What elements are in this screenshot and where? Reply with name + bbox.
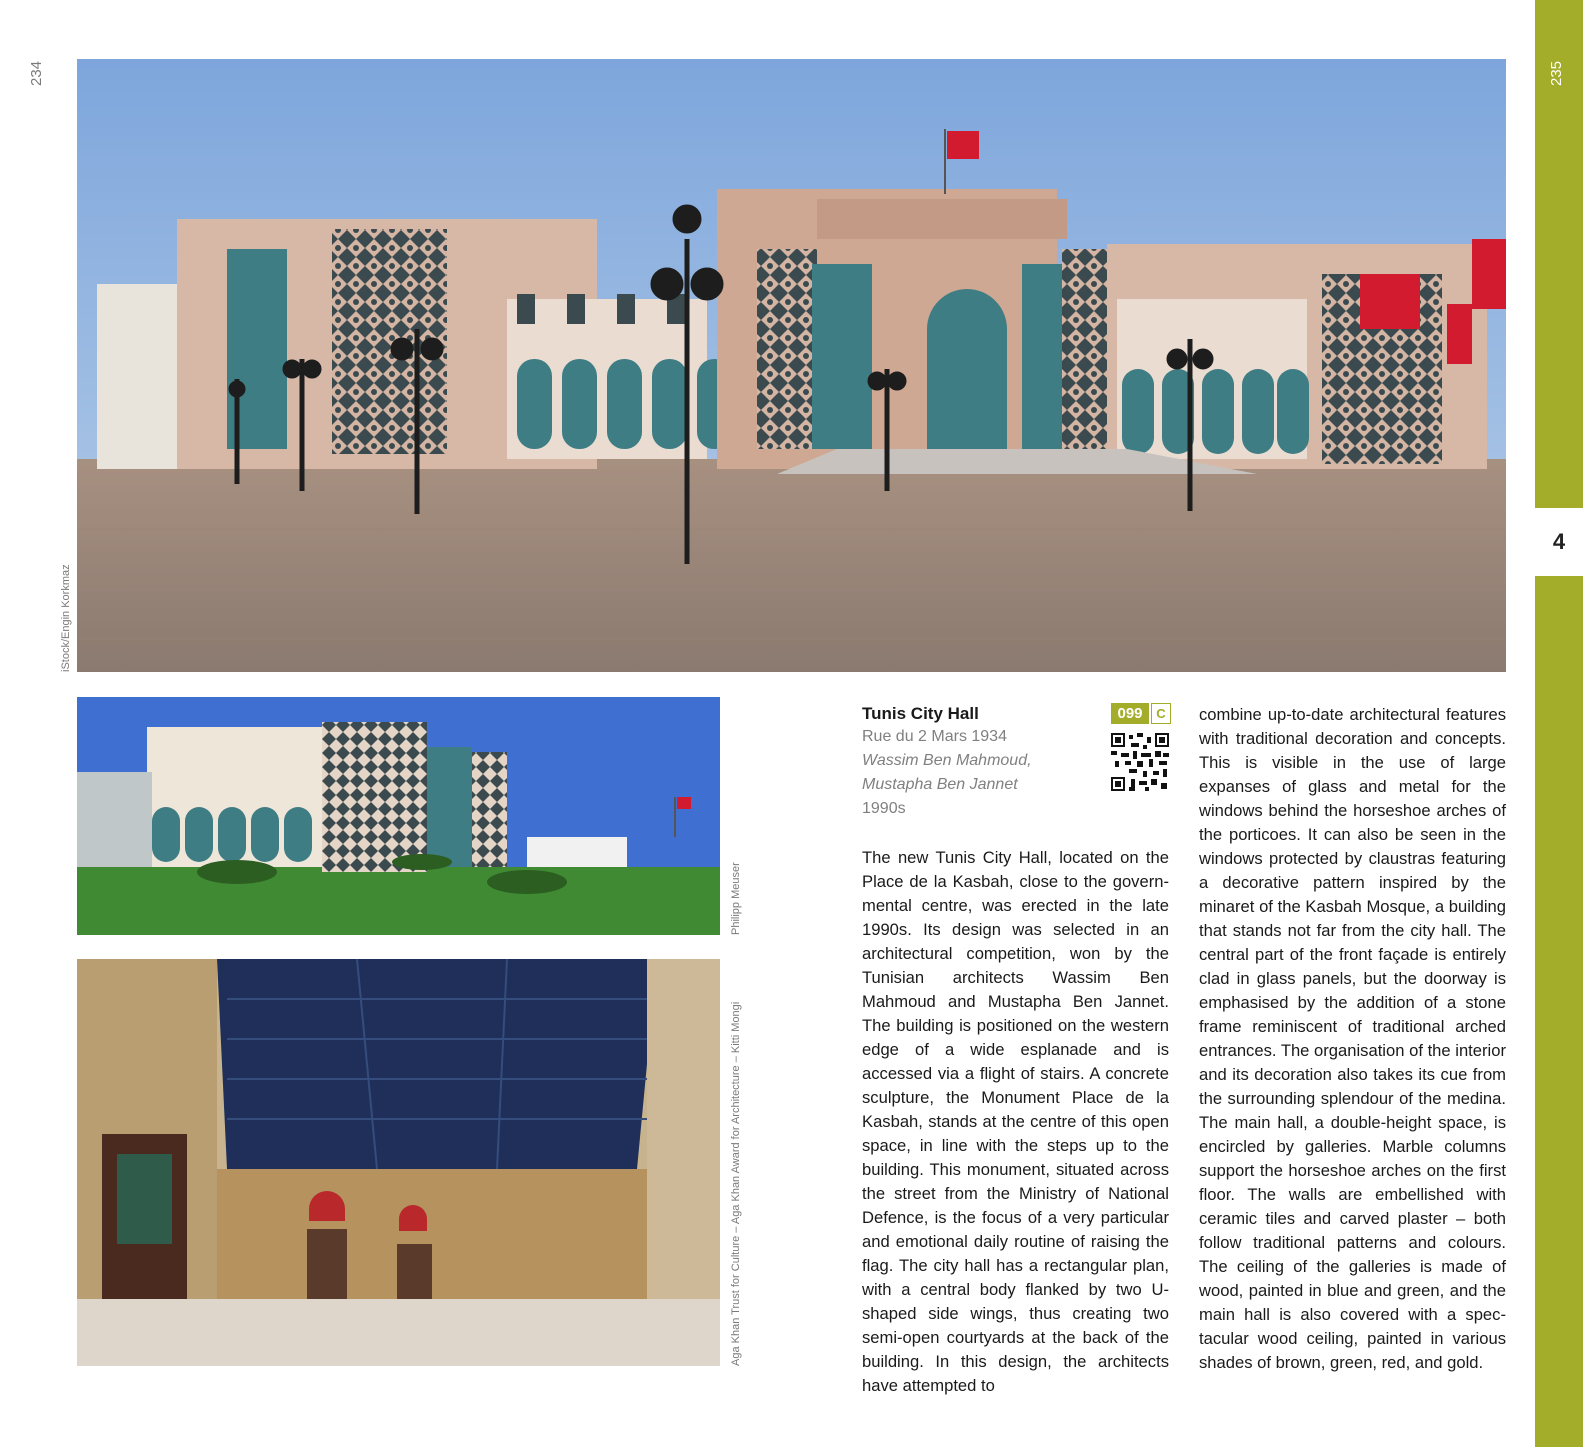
chapter-side-band xyxy=(1535,0,1583,1447)
city-hall-facade-photo xyxy=(77,59,1506,672)
main-photo-credit: iStock/Engin Korkmaz xyxy=(60,564,72,672)
entry-number-badge: 099 xyxy=(1111,703,1149,724)
main-hall-interior-photo xyxy=(77,959,720,1366)
city-hall-exterior-photo xyxy=(77,697,720,935)
page-number-right: 235 xyxy=(1548,60,1565,86)
qr-code[interactable] xyxy=(1111,733,1169,791)
city-hall-facade-illustration xyxy=(77,59,1506,672)
entry-category-badge: C xyxy=(1151,703,1171,724)
exterior-illustration xyxy=(77,697,720,935)
interior-illustration xyxy=(77,959,720,1366)
exterior-photo-credit: Philipp Meuser xyxy=(730,862,742,935)
page-number-left: 234 xyxy=(28,60,45,86)
entry-date: 1990s xyxy=(862,800,906,817)
qr-code-icon xyxy=(1111,733,1169,791)
entry-architect-2: Mustapha Ben Jannet xyxy=(862,776,1018,793)
entry-address: Rue du 2 Mars 1934 xyxy=(862,728,1007,745)
interior-photo-credit: Aga Khan Trust for Culture – Aga Khan Award for Architecture – Kitti Mongi xyxy=(730,1001,742,1366)
entry-title: Tunis City Hall xyxy=(862,704,979,723)
body-text-column-2: combine up-to-date architectural features with traditional decoration and concepts. This is visible in the use of large expanses of glass and metal for the windows behind the horseshoe arches of the porticoes. It can also be seen in the windows protected by claustras featuring a decorative pattern inspired by the minaret of the Kasbah Mosque, a building that stands not far from the city hall. The central part of the front façade is entirely clad in glass panels, but the doorway is emphasised by the addition of a stone frame reminiscent of traditional arched entrances. The organisation of the interior and its decoration also takes its cue from the surrounding splendour of the medina. The main hall, a double-height space, is encircled by galleries. Marble columns support the horseshoe arches on the first floor. The walls are embellished with ceramic tiles and carved plaster – both follow traditional patterns and colours. The ceiling of the galleries is made of wood, painted in blue and green, and the main hall is also covered with a spectacular wood ceiling, painted in various shades of brown, green, red, and gold. xyxy=(1199,705,1506,1372)
chapter-tab[interactable]: 4 xyxy=(1535,508,1583,576)
body-text-column-1: The new Tunis City Hall, located on the Place de la Kasbah, close to the governmental centre, was erected in the late 1990s. Its design was selected in an architectural competition, won by the Tunisian architects Wassim Ben Mahmoud and Mustapha Ben Jannet. The building is positioned on the western edge of a wide esplanade and is accessed via a flight of stairs. A concrete sculpture, the Monument Place de la Kasbah, stands at the centre of this open space, in line with the steps up to the building. This monument, situated across the street from the Ministry of National Defence, is the focus of a very particular and emotional daily routine of raising the flag. The city hall has a rectangular plan, with a central body flanked by two U-shaped side wings, thus creating two semi-open courtyards at the back of the building. In this design, the architects have attempted to xyxy=(862,848,1169,1395)
entry-architect-1: Wassim Ben Mahmoud, xyxy=(862,752,1032,769)
